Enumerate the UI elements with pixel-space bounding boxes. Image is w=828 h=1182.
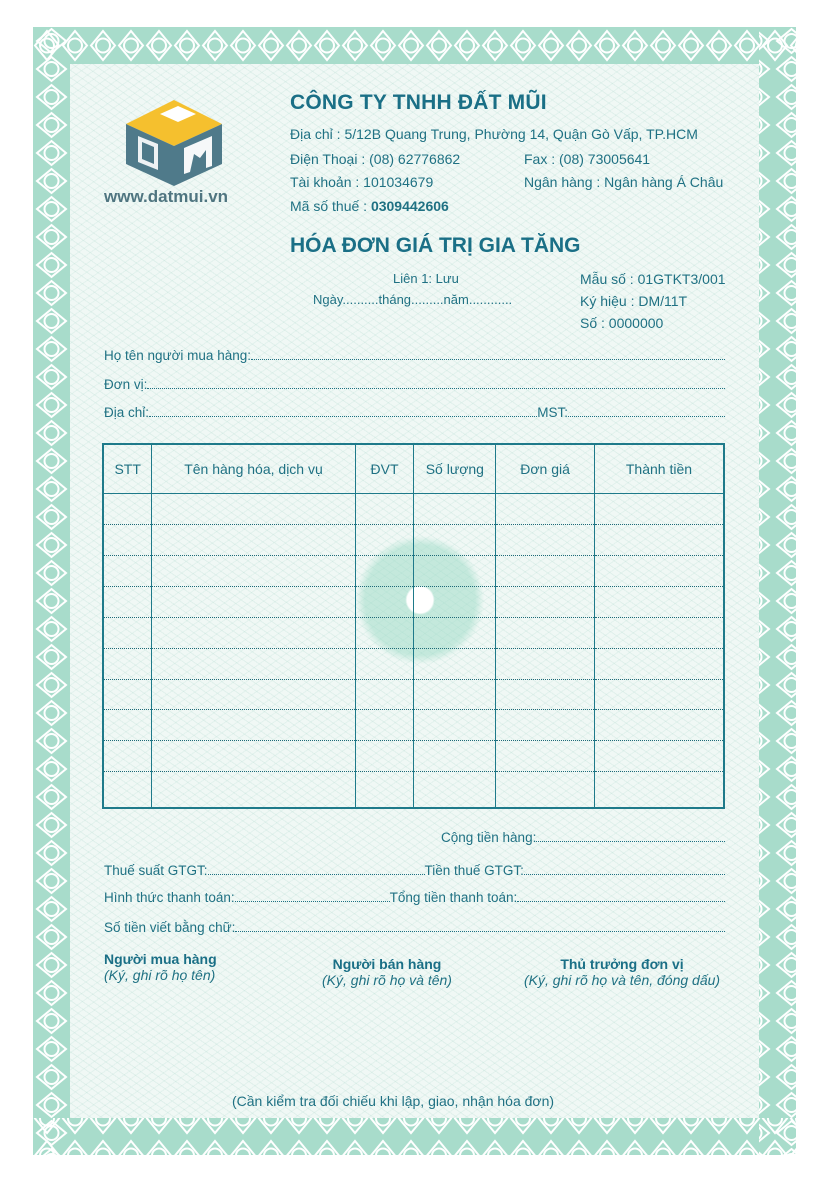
- cell-stt[interactable]: [103, 524, 152, 555]
- company-account: Tài khoản : 101034679: [290, 174, 434, 190]
- cell-stt[interactable]: [103, 679, 152, 710]
- cell-quantity[interactable]: [414, 586, 496, 617]
- column-header-quantity: Số lượng: [414, 444, 496, 494]
- buyer-name-field[interactable]: [104, 348, 725, 363]
- cell-item-name[interactable]: [152, 772, 355, 808]
- cell-unit-price[interactable]: [496, 617, 595, 648]
- cell-stt[interactable]: [103, 555, 152, 586]
- cell-unit[interactable]: [355, 679, 414, 710]
- cell-unit-price[interactable]: [496, 741, 595, 772]
- cell-amount[interactable]: [594, 586, 724, 617]
- signature-seller-title: Người bán hàng: [332, 956, 442, 972]
- cell-stt[interactable]: [103, 741, 152, 772]
- invoice-title: HÓA ĐƠN GIÁ TRỊ GIA TĂNG: [290, 234, 581, 257]
- table-row[interactable]: [103, 741, 724, 772]
- cell-stt[interactable]: [103, 586, 152, 617]
- invoice-date-line[interactable]: Ngày..........tháng.........năm............: [313, 292, 513, 307]
- cell-item-name[interactable]: [152, 648, 355, 679]
- grand-total-input[interactable]: [517, 890, 725, 902]
- signature-buyer: [104, 951, 217, 983]
- cell-item-name[interactable]: [152, 679, 355, 710]
- signature-head-title: Thủ trưởng đơn vị: [560, 956, 684, 972]
- table-row[interactable]: [103, 555, 724, 586]
- cell-unit-price[interactable]: [496, 555, 595, 586]
- amount-in-words-input[interactable]: [235, 920, 725, 932]
- cell-quantity[interactable]: [414, 710, 496, 741]
- column-header-item-name: Tên hàng hóa, dịch vụ: [152, 444, 355, 494]
- buyer-mst-input[interactable]: [568, 405, 725, 417]
- cell-amount[interactable]: [594, 710, 724, 741]
- buyer-mst-label: MST:: [537, 405, 568, 420]
- table-row[interactable]: [103, 586, 724, 617]
- cell-quantity[interactable]: [414, 617, 496, 648]
- company-fax: Fax : (08) 73005641: [524, 151, 651, 167]
- invoice-symbol: Ký hiệu : DM/11T: [580, 293, 688, 309]
- cell-unit-price[interactable]: [496, 648, 595, 679]
- cell-amount[interactable]: [594, 679, 724, 710]
- vat-amount-label: Tiền thuế GTGT:: [424, 863, 524, 878]
- table-row[interactable]: [103, 710, 724, 741]
- cell-amount[interactable]: [594, 555, 724, 586]
- footer-note: (Cần kiểm tra đối chiếu khi lập, giao, nhận hóa đơn): [232, 1093, 555, 1109]
- subtotal-field[interactable]: [441, 830, 725, 845]
- cell-amount[interactable]: [594, 648, 724, 679]
- cell-amount[interactable]: [594, 617, 724, 648]
- signature-head: [512, 956, 732, 988]
- cell-quantity[interactable]: [414, 494, 496, 525]
- buyer-unit-label: Đơn vị:: [104, 377, 148, 392]
- company-bank: Ngân hàng : Ngân hàng Á Châu: [524, 174, 724, 190]
- cell-amount[interactable]: [594, 772, 724, 808]
- invoice-number: Số : 0000000: [580, 315, 664, 331]
- buyer-name-label: Họ tên người mua hàng:: [104, 348, 251, 363]
- cell-unit[interactable]: [355, 741, 414, 772]
- dm-cube-logo-icon: [120, 96, 228, 186]
- cell-unit[interactable]: [355, 524, 414, 555]
- signature-head-note: (Ký, ghi rõ họ và tên, đóng dấu): [523, 972, 721, 988]
- buyer-address-input[interactable]: [149, 405, 537, 417]
- cell-item-name[interactable]: [152, 524, 355, 555]
- amount-in-words-label: Số tiền viết bằng chữ:: [104, 920, 236, 935]
- tax-code-label: Mã số thuế :: [290, 198, 371, 214]
- invoice-copy: Liên 1: Lưu: [393, 271, 459, 286]
- table-row[interactable]: [103, 494, 724, 525]
- vat-amount-input[interactable]: [524, 863, 725, 875]
- items-table: [102, 443, 725, 809]
- subtotal-label: Cộng tiền hàng:: [441, 830, 537, 845]
- cell-quantity[interactable]: [414, 741, 496, 772]
- cell-unit[interactable]: [355, 494, 414, 525]
- cell-unit[interactable]: [355, 617, 414, 648]
- cell-item-name[interactable]: [152, 586, 355, 617]
- company-address: Địa chỉ : 5/12B Quang Trung, Phường 14, Quận Gò Vấp, TP.HCM: [290, 126, 698, 142]
- table-row[interactable]: [103, 679, 724, 710]
- signature-buyer-title: Người mua hàng: [104, 951, 217, 967]
- vat-rate-input[interactable]: [208, 863, 425, 875]
- cell-unit-price[interactable]: [496, 524, 595, 555]
- company-logo: [120, 96, 228, 186]
- signature-seller-note: (Ký, ghi rõ họ và tên): [322, 972, 452, 988]
- cell-stt[interactable]: [103, 494, 152, 525]
- company-phone: Điện Thoại : (08) 62776862: [290, 151, 461, 167]
- cell-unit-price[interactable]: [496, 586, 595, 617]
- cell-item-name[interactable]: [152, 555, 355, 586]
- cell-item-name[interactable]: [152, 710, 355, 741]
- company-name: CÔNG TY TNHH ĐẤT MŨI: [290, 91, 547, 114]
- company-tax-code: [290, 198, 449, 214]
- cell-unit-price[interactable]: [496, 494, 595, 525]
- table-row[interactable]: [103, 772, 724, 808]
- payment-method-input[interactable]: [235, 890, 390, 902]
- invoice-form-number: Mẫu số : 01GTKT3/001: [580, 271, 726, 287]
- cell-stt[interactable]: [103, 648, 152, 679]
- column-header-amount: Thành tiền: [594, 444, 724, 494]
- amount-in-words-field[interactable]: [104, 920, 725, 935]
- grand-total-label: Tổng tiền thanh toán:: [389, 890, 518, 905]
- cell-quantity[interactable]: [414, 555, 496, 586]
- table-header-row: [103, 444, 724, 494]
- payment-method-label: Hình thức thanh toán:: [104, 890, 235, 905]
- cell-item-name[interactable]: [152, 494, 355, 525]
- cell-unit[interactable]: [355, 586, 414, 617]
- subtotal-input[interactable]: [536, 830, 725, 842]
- cell-unit[interactable]: [355, 555, 414, 586]
- cell-quantity[interactable]: [414, 648, 496, 679]
- cell-quantity[interactable]: [414, 679, 496, 710]
- column-header-stt: STT: [103, 444, 152, 494]
- cell-item-name[interactable]: [152, 741, 355, 772]
- buyer-address-field[interactable]: [104, 405, 725, 420]
- cell-unit-price[interactable]: [496, 710, 595, 741]
- cell-amount[interactable]: [594, 741, 724, 772]
- vat-row[interactable]: [104, 863, 725, 878]
- tax-code-value: 0309442606: [370, 198, 449, 214]
- cell-unit[interactable]: [355, 710, 414, 741]
- payment-row[interactable]: [104, 890, 725, 905]
- buyer-unit-field[interactable]: [104, 377, 725, 392]
- cell-quantity[interactable]: [414, 524, 496, 555]
- table-row[interactable]: [103, 648, 724, 679]
- cell-item-name[interactable]: [152, 617, 355, 648]
- cell-unit-price[interactable]: [496, 679, 595, 710]
- column-header-unit-price: Đơn giá: [496, 444, 595, 494]
- signature-seller: [312, 956, 462, 988]
- vat-rate-label: Thuế suất GTGT:: [104, 863, 208, 878]
- cell-quantity[interactable]: [414, 772, 496, 808]
- buyer-address-label: Địa chỉ:: [104, 405, 150, 420]
- column-header-unit: ĐVT: [355, 444, 414, 494]
- company-website: www.datmui.vn: [104, 187, 229, 206]
- signature-buyer-note: (Ký, ghi rõ họ tên): [104, 967, 216, 983]
- cell-stt[interactable]: [103, 772, 152, 808]
- buyer-name-input[interactable]: [251, 348, 725, 360]
- table-row[interactable]: [103, 617, 724, 648]
- cell-amount[interactable]: [594, 494, 724, 525]
- table-row[interactable]: [103, 524, 724, 555]
- buyer-unit-input[interactable]: [147, 377, 725, 389]
- cell-stt[interactable]: [103, 617, 152, 648]
- cell-unit[interactable]: [355, 772, 414, 808]
- cell-unit-price[interactable]: [496, 772, 595, 808]
- cell-stt[interactable]: [103, 710, 152, 741]
- cell-amount[interactable]: [594, 524, 724, 555]
- cell-unit[interactable]: [355, 648, 414, 679]
